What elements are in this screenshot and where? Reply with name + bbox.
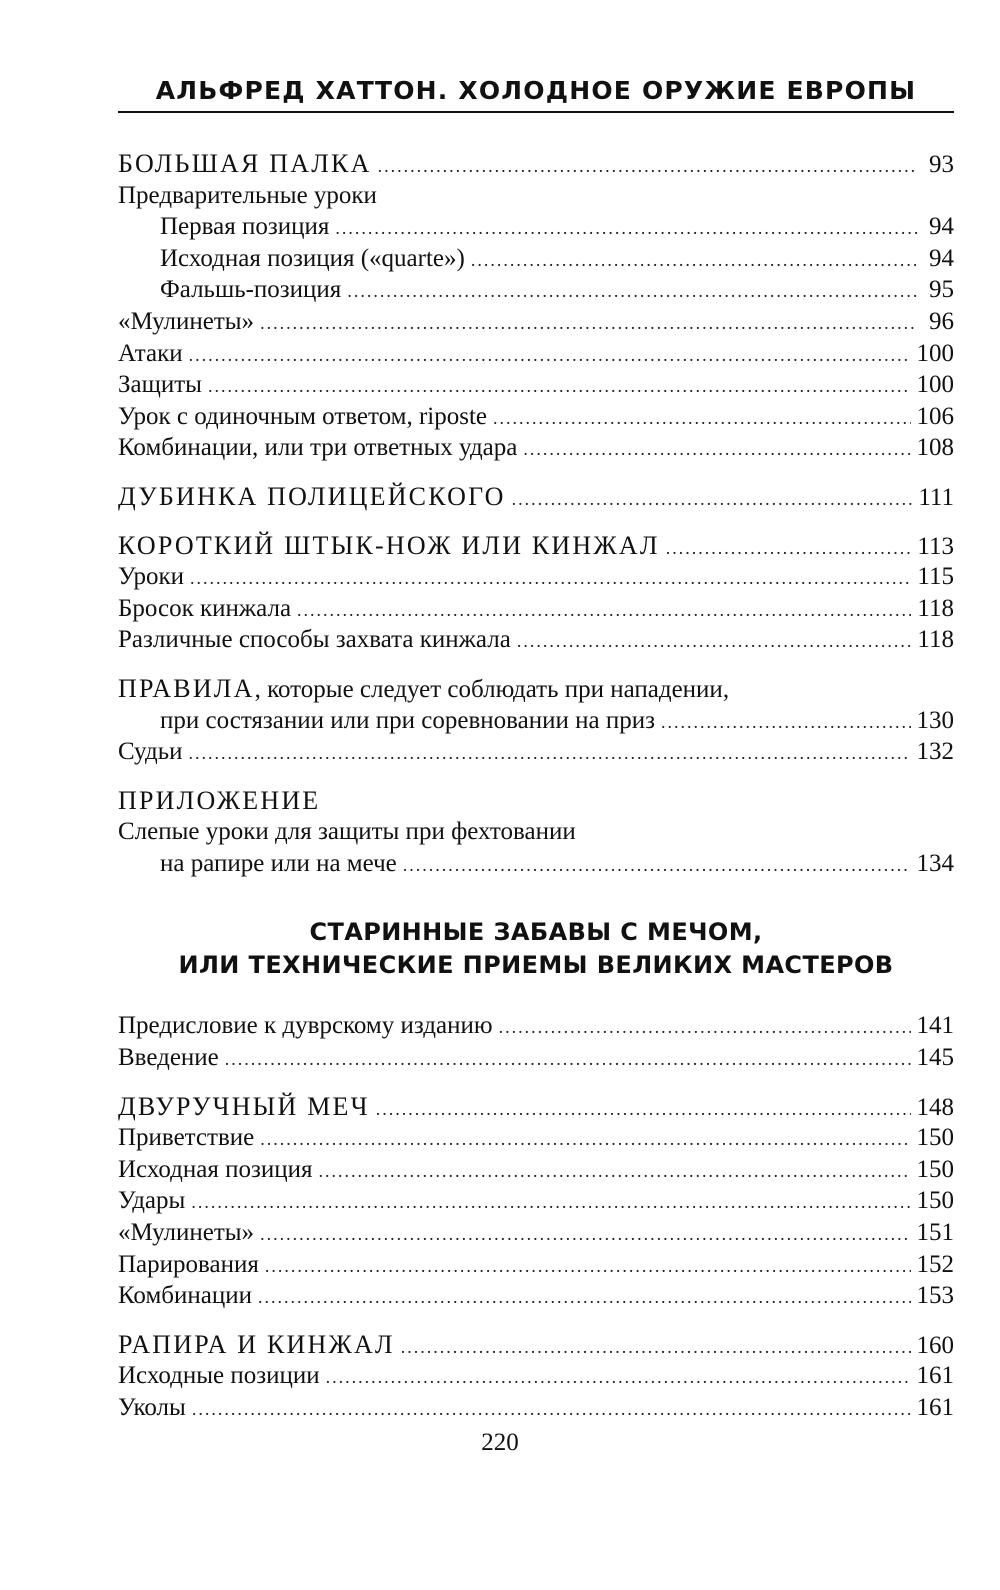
dot-leader — [260, 308, 918, 340]
toc-entry-title: Парирования — [118, 1250, 259, 1278]
toc-entry-rules-continued[interactable] — [118, 705, 954, 737]
toc-entry-strikes[interactable] — [118, 1185, 954, 1217]
section-heading — [118, 916, 954, 982]
dot-leader — [401, 1332, 911, 1364]
toc-entry-moulinets-2[interactable] — [118, 1217, 954, 1249]
toc-entry-title: Введение — [118, 1044, 219, 1072]
toc-entry-page: 160 — [916, 1331, 954, 1359]
dot-leader — [297, 595, 911, 627]
dot-leader — [376, 1094, 911, 1126]
dot-leader — [347, 276, 918, 308]
toc-entry-title: ДУБИНКА ПОЛИЦЕЙСКОГО — [118, 481, 506, 511]
toc-entry-bayonet[interactable] — [118, 530, 954, 562]
toc-entry-title: «Мулинеты» — [118, 307, 255, 335]
toc-entry-title: БОЛЬШАЯ ПАЛКА — [118, 149, 372, 178]
toc-entry-initial-pos[interactable] — [118, 1154, 954, 1186]
toc-entry-page: 130 — [916, 706, 954, 734]
toc-entry-page: 93 — [929, 151, 954, 178]
toc-entry-initial-positions[interactable] — [118, 1360, 954, 1392]
toc-entry-page: 106 — [916, 402, 954, 430]
toc-entry-title: ПРИЛОЖЕНИЕ — [118, 785, 321, 815]
toc-entry-two-handed-sword[interactable] — [118, 1091, 954, 1123]
toc-entry-combinations[interactable] — [118, 432, 954, 464]
dot-leader — [378, 151, 918, 183]
toc-entry-page: 145 — [916, 1044, 954, 1072]
toc-entry-title: Уколы — [118, 1394, 186, 1421]
toc-entry-preface[interactable] — [118, 1010, 954, 1042]
dot-leader — [318, 1156, 910, 1188]
toc-entry-title: Исходная позиция — [118, 1155, 313, 1183]
toc-entry-parries[interactable] — [118, 1249, 954, 1281]
toc-entry-false-position[interactable] — [118, 274, 954, 306]
toc-entry-page: 132 — [916, 738, 954, 766]
toc-entry-riposte[interactable] — [118, 401, 954, 433]
toc-entry-title: Исходная позиция («quarte») — [160, 244, 465, 272]
toc-entry-initial-position[interactable] — [118, 243, 954, 275]
toc-entry-page: 118 — [917, 626, 954, 654]
toc-entry-police-baton[interactable] — [118, 481, 954, 513]
toc-entry-page: 118 — [917, 594, 954, 622]
toc-entry-rules[interactable] — [118, 673, 954, 705]
toc-entry-page: 108 — [916, 434, 954, 462]
dot-leader — [189, 340, 911, 372]
toc-entry-attacks[interactable] — [118, 338, 954, 370]
toc-entry-title: Приветствие — [118, 1124, 255, 1152]
dot-leader — [499, 1012, 911, 1044]
toc-entry-page: 94 — [929, 213, 954, 241]
rules-caps: ПРАВИЛА — [118, 673, 255, 703]
toc-entry-page: 161 — [916, 1362, 954, 1390]
dot-leader — [493, 403, 910, 435]
toc-entry-title: Удары — [118, 1187, 186, 1215]
toc-entry-dagger-throw[interactable] — [118, 593, 954, 625]
toc-entry-title: Различные способы захвата кинжала — [118, 626, 511, 654]
toc-entry-page: 111 — [918, 483, 954, 511]
toc-entry-page: 150 — [916, 1187, 954, 1215]
dot-leader — [260, 1219, 910, 1251]
toc-entry-title: Бросок кинжала — [118, 594, 292, 622]
toc-entry-title: при состязании или при соревновании на приз — [160, 706, 655, 734]
toc-entry-title: КОРОТКИЙ ШТЫК-НОЖ ИЛИ КИНЖАЛ — [118, 530, 660, 560]
toc-entry-blind-lessons-continued[interactable] — [118, 848, 954, 880]
toc-entry-title: Фальшь-позиция — [160, 276, 342, 304]
toc-entry-salute[interactable] — [118, 1122, 954, 1154]
toc-entry-title: ДВУРУЧНЫЙ МЕЧ — [118, 1091, 370, 1121]
toc-entry-page: 100 — [916, 371, 954, 399]
dot-leader — [512, 484, 913, 516]
table-of-contents — [118, 148, 954, 1424]
dot-leader — [191, 1187, 910, 1219]
toc-entry-title: Первая позиция — [160, 213, 330, 241]
toc-entry-page: 134 — [916, 849, 954, 877]
toc-entry-title: РАПИРА И КИНЖАЛ — [118, 1329, 395, 1359]
dot-leader — [265, 1251, 911, 1283]
toc-entry-title: Комбинации, или три ответных удара — [118, 434, 518, 462]
toc-entry-title: Предисловие к дуврскому изданию — [118, 1012, 493, 1040]
toc-entry-title: Атаки — [118, 339, 183, 367]
toc-entry-title: на рапире или на мече — [160, 849, 397, 877]
toc-entry-page: 153 — [916, 1282, 954, 1310]
section-heading-line2: ИЛИ ТЕХНИЧЕСКИЕ ПРИЕМЫ ВЕЛИКИХ МАСТЕРОВ — [178, 951, 894, 980]
toc-entry-intro[interactable] — [118, 1042, 954, 1074]
toc-entry-title: Слепые уроки для защиты при фехтовании — [118, 818, 576, 846]
toc-entry-thrusts[interactable] — [118, 1392, 954, 1424]
rules-rest: , которые следует соблюдать при нападении, — [254, 675, 730, 703]
dot-leader — [661, 707, 911, 739]
toc-entry-page: 151 — [916, 1219, 954, 1247]
dot-leader — [326, 1362, 911, 1394]
dot-leader — [335, 213, 918, 245]
toc-entry-page: 95 — [929, 276, 954, 304]
dot-leader — [188, 738, 910, 770]
toc-entry-dagger-grips[interactable] — [118, 624, 954, 656]
toc-entry-title: Урок с одиночным ответом, riposte — [118, 402, 488, 430]
toc-entry-page: 96 — [929, 307, 954, 335]
toc-entry-page: 150 — [916, 1155, 954, 1183]
dot-leader — [192, 1394, 911, 1426]
toc-heading-appendix — [118, 785, 954, 817]
toc-entry-title: Комбинации — [118, 1282, 252, 1310]
dot-leader — [258, 1282, 911, 1314]
dot-leader — [225, 1044, 911, 1076]
toc-entry-title: Уроки — [118, 563, 185, 591]
toc-entry-page: 152 — [916, 1250, 954, 1278]
toc-entry-page: 141 — [916, 1012, 954, 1040]
toc-entry-blind-lessons[interactable] — [118, 816, 954, 848]
toc-entry-title — [118, 673, 729, 706]
toc-entry-title: Судьи — [118, 738, 183, 766]
dot-leader — [208, 371, 911, 403]
toc-entry-page: 115 — [917, 563, 954, 591]
toc-entry-title: Защиты — [118, 371, 202, 399]
toc-entry-page: 113 — [917, 532, 954, 560]
section-heading-line1: СТАРИННЫЕ ЗАБАВЫ С МЕЧОМ, — [309, 918, 763, 947]
dot-leader — [471, 245, 918, 277]
dot-leader — [517, 626, 912, 658]
toc-entry-big-stick[interactable] — [118, 148, 954, 180]
toc-entry-title: Исходные позиции — [118, 1362, 320, 1390]
toc-entry-moulinets[interactable] — [118, 306, 954, 338]
dot-leader — [403, 850, 911, 882]
toc-entry-rapier-dagger[interactable] — [118, 1329, 954, 1361]
toc-entry-judges[interactable] — [118, 736, 954, 768]
toc-entry-defenses[interactable] — [118, 369, 954, 401]
toc-entry-page: 150 — [916, 1124, 954, 1152]
toc-entry-page: 148 — [916, 1093, 954, 1121]
toc-entry-lessons[interactable] — [118, 561, 954, 593]
running-header: АЛЬФРЕД ХАТТОН. ХОЛОДНОЕ ОРУЖИЕ ЕВРОПЫ — [118, 76, 954, 113]
toc-entry-first-position[interactable] — [118, 211, 954, 243]
toc-entry-page: 161 — [916, 1394, 954, 1421]
toc-entry-combos[interactable] — [118, 1280, 954, 1312]
toc-entry-title: «Мулинеты» — [118, 1219, 255, 1247]
dot-leader — [260, 1124, 910, 1156]
toc-entry-page: 100 — [916, 339, 954, 367]
dot-leader — [666, 533, 912, 565]
page-number: 220 — [481, 1429, 519, 1456]
dot-leader — [523, 434, 910, 466]
toc-subheading-preliminary — [118, 180, 954, 212]
dot-leader — [190, 563, 911, 595]
toc-entry-title: Предварительные уроки — [118, 181, 377, 209]
toc-entry-page: 94 — [929, 244, 954, 272]
